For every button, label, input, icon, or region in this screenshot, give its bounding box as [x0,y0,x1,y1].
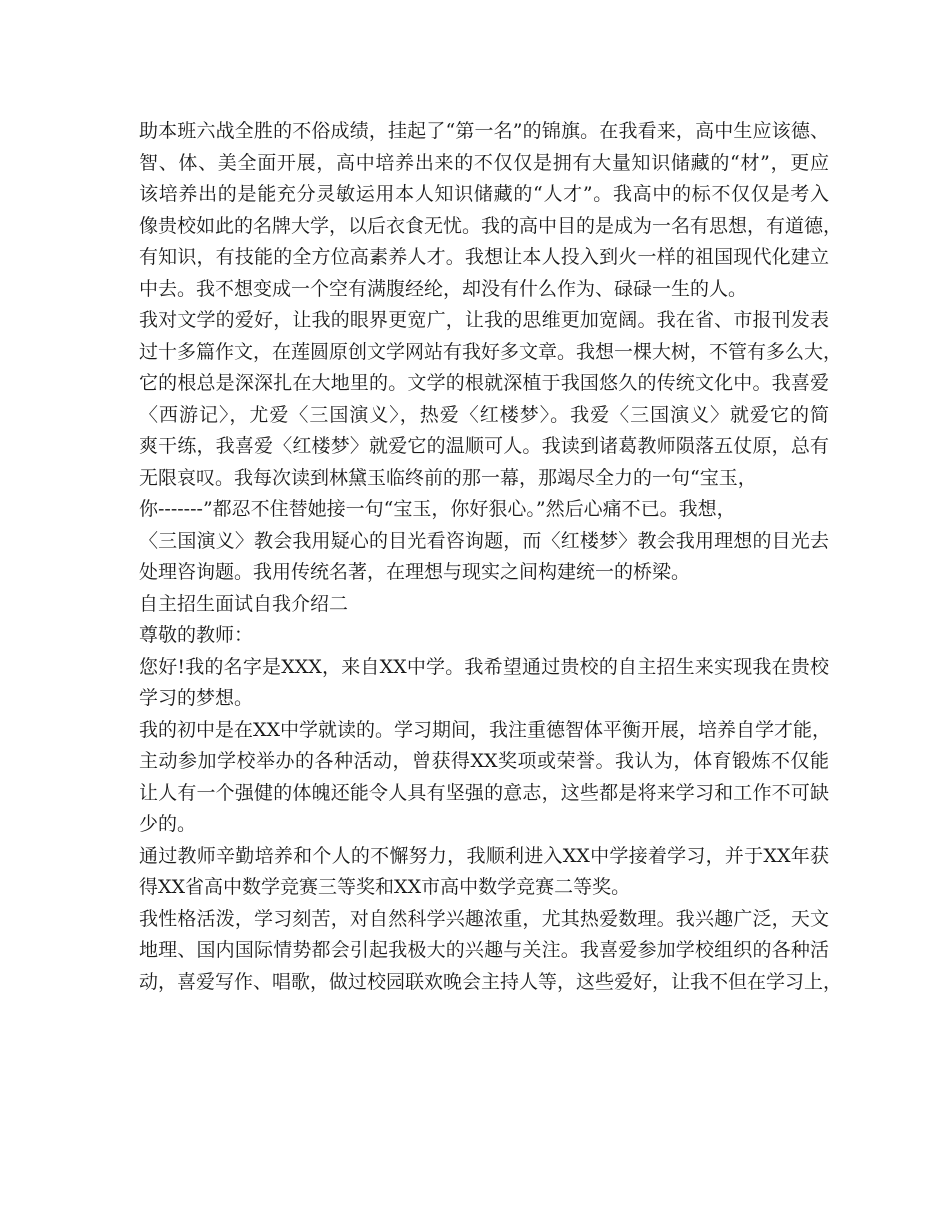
text-line: 无限哀叹。我每次读到林黛玉临终前的那一幕，那竭尽全力的一句“宝玉， [139,466,757,489]
text-line: 地理、国内国际情势都会引起我极大的兴趣与关注。我喜爱参加学校组织的各种活 [139,939,829,961]
text-line: 有知识，有技能的全方位高素养人才。我想让本人投入到火一样的祖国现代化建立 [139,246,829,268]
text-line: 它的根总是深深扎在大地里的。文学的根就深植于我国悠久的传统文化中。我喜爱 [139,372,829,394]
text-line: 通过教师辛勤培养和个人的不懈努力，我顺利进入XX中学接着学习，并于XX年获 [139,844,829,867]
text-line: 爽干练，我喜爱〈红楼梦〉就爱它的温顺可人。我读到诸葛教师陨落五仗原，总有 [139,435,829,457]
text-line: 〈三国演义〉教会我用疑心的目光看咨询题，而〈红楼梦〉教会我用理想的目光去 [139,529,829,552]
salutation: 尊敬的教师： [139,624,254,646]
text-line: 您好!我的名字是XXX，来自XX中学。我希望通过贵校的自主招生来实现我在贵校 [139,655,829,678]
text-line: 你-------”都忍不住替她接一句“宝玉，你好狠心。”然后心痛不已。我想， [139,498,736,520]
text-line: 动，喜爱写作、唱歌，做过校园联欢晚会主持人等，这些爱好，让我不但在学习上， [139,970,843,993]
text-line: 处理咨询题。我用传统名著，在理想与现实之间构建统一的桥梁。 [139,561,691,583]
text-line: 过十多篇作文，在莲圆原创文学网站有我好多文章。我想一棵大树，不管有多么大， [139,340,843,363]
document-body [139,116,843,998]
text-line: 我性格活泼，学习刻苦，对自然科学兴趣浓重，尤其热爱数理。我兴趣广泛，天文 [139,907,829,930]
text-line: 智、体、美全面开展，高中培养出来的不仅仅是拥有大量知识储藏的“材”，更应 [139,151,829,174]
text-line: 我的初中是在XX中学就读的。学习期间，我注重德智体平衡开展，培养自学才能， [139,718,832,741]
text-line: 像贵校如此的名牌大学，以后衣食无忧。我的高中目的是成为一名有思想，有道德， [139,214,843,237]
text-line: 让人有一个强健的体魄还能令人具有坚强的意志，这些都是将来学习和工作不可缺 [139,781,829,804]
text-line: 少的。 [139,813,197,835]
text-line: 主动参加学校举办的各种活动，曾获得XX奖项或荣誉。我认为，体育锻炼不仅能 [139,750,829,772]
text-line: 该培养出的是能充分灵敏运用本人知识储藏的“人才”。我高中的标不仅仅是考入 [139,183,829,205]
text-line: 中去。我不想变成一个空有满腹经纶，却没有什么作为、碌碌一生的人。 [139,277,748,300]
section-heading: 自主招生面试自我介绍二 [139,592,349,615]
text-line: 得XX省高中数学竞赛三等奖和XX市高中数学竞赛二等奖。 [139,876,631,898]
text-line: 学习的梦想。 [139,687,254,709]
text-line: 助本班六战全胜的不俗成绩，挂起了“第一名”的锦旗。在我看来，高中生应该德、 [139,120,829,142]
text-line: 我对文学的爱好，让我的眼界更宽广，让我的思维更加宽阔。我在省、市报刊发表 [139,309,829,331]
text-line: 〈西游记〉，尤爱〈三国演义〉，热爱〈红楼梦〉。我爱〈三国演义〉就爱它的简 [139,403,829,426]
